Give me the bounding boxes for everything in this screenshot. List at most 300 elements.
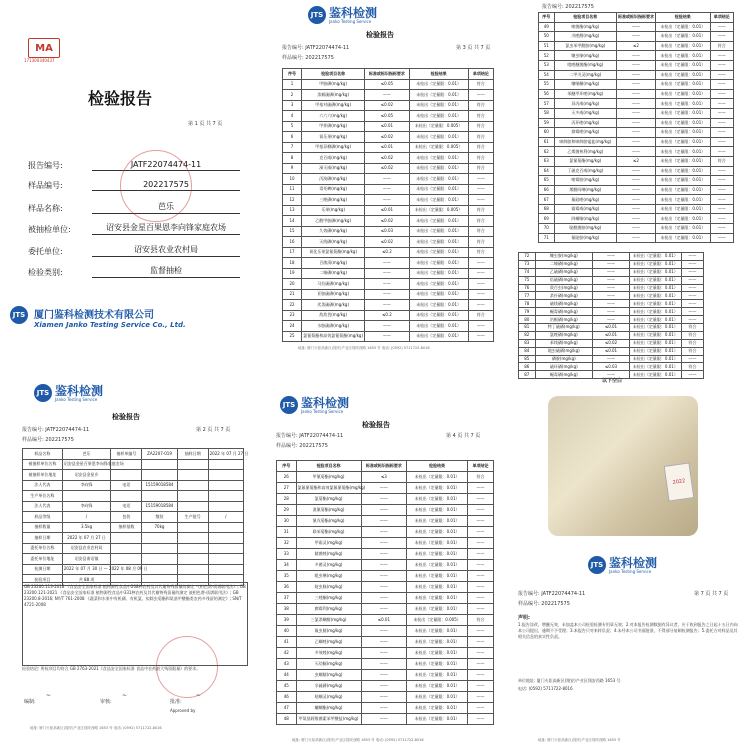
table-cell: 未检出（定量限：0.01） <box>407 549 468 560</box>
table-cell: 三氯杀螨醇(mg/kg) <box>296 615 361 626</box>
table-cell: ≤0.02 <box>365 100 409 111</box>
table-row <box>277 472 494 483</box>
signature-3: ~ <box>196 692 202 699</box>
table-cell: 未检出（定量限：0.005） <box>407 615 468 626</box>
table-cell: 50 <box>539 32 555 42</box>
table-cell: —— <box>467 604 493 615</box>
table-cell: 44 <box>277 670 297 681</box>
table-cell: 10 <box>283 174 302 185</box>
field-value: 202217575 <box>92 180 240 191</box>
table-cell: 符合 <box>468 111 493 122</box>
column-header: 序号 <box>277 461 297 472</box>
table-cell: 28 <box>277 494 297 505</box>
table-cell: 李向锋 <box>62 501 111 512</box>
table-cell: 未检出（定量限：0.01） <box>629 268 681 276</box>
table-header-row <box>277 461 494 472</box>
table-row <box>23 533 244 544</box>
table-cell: 哒螨灵(mg/kg) <box>296 692 361 703</box>
table-cell: —— <box>616 51 655 61</box>
table-cell: 未检出（定量限：0.01） <box>629 324 681 332</box>
table-cell: 76 <box>519 284 536 292</box>
table-cell: —— <box>592 268 629 276</box>
table-cell: 毒死蜱(mg/kg) <box>301 184 364 195</box>
table-row <box>283 258 494 269</box>
table-cell: —— <box>467 494 493 505</box>
statement-text: 1.报告涂改、增删无效，未加盖本公司检验检测专用章无效；2.对本报告检测数据有异议者，应于收到报告之日起十五日内向本公司提出，逾期不予受理；3.本报告只对来样负责；4.未经本公司书面批准，不得部分复制检测报告；5.委托方对样品及其相关信息的真实性负责。 <box>518 622 738 639</box>
table-cell: 80 <box>519 316 536 324</box>
sample-info-table <box>22 448 249 586</box>
table-cell: 未检出（定量限：0.01） <box>655 89 710 99</box>
table-cell: 未检出（定量限：0.005） <box>409 205 468 216</box>
table-cell: 氟硅唑(mg/kg) <box>554 195 616 205</box>
table-cell: 诏安县金星乡 <box>62 470 111 481</box>
table-cell: 抽样单编号 <box>111 449 142 460</box>
table-cell: 吡唑醚菌酯(mg/kg) <box>554 60 616 70</box>
sign-label-approve: 批准: <box>170 699 182 705</box>
table-cell: —— <box>361 483 407 494</box>
table-cell: 甲氰菊酯(mg/kg) <box>296 472 361 483</box>
table-cell: 未检出（定量限：0.01） <box>407 494 468 505</box>
field-value: 诏安县农业农村局 <box>92 244 240 257</box>
table-cell: —— <box>710 214 733 224</box>
table-cell: —— <box>365 90 409 101</box>
table-cell: 符合 <box>468 216 493 227</box>
logo-name: 鉴科检测 <box>609 555 658 570</box>
table-cell: 27 <box>277 483 297 494</box>
blank-note: 以下空白 <box>602 378 623 384</box>
column-header: 标准或标识指标要求 <box>365 69 409 80</box>
table-cell: 六六六(mg/kg) <box>301 111 364 122</box>
table-cell: 未检出（定量限：0.005） <box>409 121 468 132</box>
table-cell: 未检出（定量限：0.01） <box>407 560 468 571</box>
table-cell: —— <box>365 300 409 311</box>
jts-logo-icon: JTS <box>10 306 28 324</box>
table-cell: 61 <box>539 137 555 147</box>
table-cell: 磷胺(mg/kg) <box>535 355 592 363</box>
table-cell: 未检出（定量限：0.01） <box>655 128 710 138</box>
table-cell: 异丙威(mg/kg) <box>554 99 616 109</box>
table-row <box>283 142 494 153</box>
table-cell: —— <box>361 527 407 538</box>
table-row <box>277 648 494 659</box>
table-cell: —— <box>592 292 629 300</box>
table-cell: 苯线磷(mg/kg) <box>535 339 592 347</box>
table-cell <box>208 501 243 512</box>
table-cell: —— <box>681 276 703 284</box>
table-cell: 多效唑(mg/kg) <box>296 648 361 659</box>
table-cell: 噻虫嗪(mg/kg) <box>554 51 616 61</box>
table-cell: 氟虫腈(mg/kg) <box>296 626 361 637</box>
table-row <box>277 494 494 505</box>
logo-name: 鉴科检测 <box>301 395 350 410</box>
table-cell: —— <box>592 371 629 379</box>
table-cell: 符合 <box>468 142 493 153</box>
table-cell: —— <box>361 582 407 593</box>
table-cell: —— <box>710 99 733 109</box>
table-cell: 33 <box>277 549 297 560</box>
table-cell: 未检出（定量限：0.01） <box>409 163 468 174</box>
column-header: 标准或标识指标要求 <box>616 13 655 23</box>
table-cell: —— <box>361 560 407 571</box>
table-row <box>519 308 704 316</box>
table-cell: 未检出（定量限：0.01） <box>629 253 681 261</box>
table-row <box>277 670 494 681</box>
table-cell: 66 <box>539 185 555 195</box>
table-cell: —— <box>592 276 629 284</box>
table-cell: —— <box>616 166 655 176</box>
table-cell: ≤0.2 <box>365 247 409 258</box>
table-cell: ≤0.05 <box>365 79 409 90</box>
table-cell: —— <box>361 703 407 714</box>
column-header: 单项结论 <box>710 13 733 23</box>
table-row <box>519 331 704 339</box>
table-cell: —— <box>467 626 493 637</box>
table-cell: —— <box>467 648 493 659</box>
table-cell: 32 <box>277 538 297 549</box>
table-cell: 42 <box>277 648 297 659</box>
table-cell: 11 <box>283 184 302 195</box>
table-cell: 法人代表 <box>23 501 63 512</box>
table-cell: 氯氰菊酯(mg/kg) <box>554 156 616 166</box>
table-cell: —— <box>616 224 655 234</box>
table-cell: 甲霜灵(mg/kg) <box>296 538 361 549</box>
table-cell: 辛硫磷(mg/kg) <box>296 681 361 692</box>
table-cell: 电话 <box>111 501 142 512</box>
table-cell: —— <box>710 60 733 70</box>
table-row <box>539 41 734 51</box>
table-cell: 未检出（定量限：0.01） <box>407 604 468 615</box>
table-cell: 乐果(mg/kg) <box>301 205 364 216</box>
table-cell: —— <box>468 321 493 332</box>
table-cell: 60 <box>539 128 555 138</box>
table-cell: —— <box>681 284 703 292</box>
table-cell: 符合 <box>468 153 493 164</box>
table-cell: 诏安县金星百果恩李向锋家庭农场 <box>62 459 111 470</box>
table-cell: —— <box>681 292 703 300</box>
table-row <box>277 703 494 714</box>
table-row <box>539 195 734 205</box>
table-row <box>539 118 734 128</box>
table-cell: 敌百虫(mg/kg) <box>535 284 592 292</box>
results-table <box>518 252 704 379</box>
results-table <box>538 12 734 243</box>
sample-number: 样品编号: 202217575 <box>518 601 570 607</box>
table-cell: 未检出（定量限：0.01） <box>409 100 468 111</box>
table-cell: —— <box>710 32 733 42</box>
table-cell: 未检出（定量限：0.01） <box>409 258 468 269</box>
logo-sub: Janko Testing Service <box>301 408 344 414</box>
table-cell: 符合 <box>468 247 493 258</box>
field-inspected-unit <box>28 222 240 235</box>
table-row <box>539 89 734 99</box>
page-number: 第 3 页 共 7 页 <box>456 45 491 51</box>
table-row <box>283 331 494 342</box>
sample-photo-page <box>508 388 750 548</box>
table-cell: 2022 年 07 月 30 日 — 2022 年 08 月 09 日 <box>62 564 111 575</box>
table-row <box>539 137 734 147</box>
table-row <box>539 156 734 166</box>
cover-title: 检验报告 <box>88 89 153 108</box>
table-cell: 未检出（定量限：0.01） <box>655 22 710 32</box>
table-row <box>283 111 494 122</box>
table-cell: ≤0.01 <box>365 142 409 153</box>
jts-logo-icon: JTS <box>308 6 326 24</box>
table-row <box>283 132 494 143</box>
table-cell: 70kg <box>142 522 177 533</box>
logo-name: 鉴科检测 <box>55 383 104 398</box>
column-header: 检验项目名称 <box>554 13 616 23</box>
table-cell: —— <box>467 637 493 648</box>
table-row <box>519 324 704 332</box>
table-cell: 氟啶胺(mg/kg) <box>554 233 616 243</box>
table-cell: —— <box>710 185 733 195</box>
table-row <box>277 604 494 615</box>
table-cell: 符合 <box>467 615 493 626</box>
table-cell: 23 <box>283 310 302 321</box>
table-cell <box>142 459 177 470</box>
table-cell: 未检出（定量限：0.01） <box>407 648 468 659</box>
table-cell <box>111 491 142 502</box>
header-logo <box>308 6 377 24</box>
results-table <box>276 460 494 725</box>
company-seal <box>120 150 192 222</box>
report-cover-page <box>0 0 262 376</box>
table-cell: 47 <box>277 703 297 714</box>
table-cell <box>177 480 208 491</box>
table-cell: 未检出（定量限：0.01） <box>407 670 468 681</box>
table-cell: —— <box>710 147 733 157</box>
table-cell: 77 <box>519 292 536 300</box>
table-cell: —— <box>681 268 703 276</box>
table-cell: —— <box>468 289 493 300</box>
table-cell: —— <box>592 355 629 363</box>
table-cell: 符合 <box>468 100 493 111</box>
cma-logo: MA <box>28 38 60 58</box>
table-cell: 甲拌磷(mg/kg) <box>301 121 364 132</box>
table-cell: —— <box>592 253 629 261</box>
table-cell: ≤0.01 <box>592 347 629 355</box>
table-cell: 符合 <box>468 163 493 174</box>
table-cell: —— <box>361 604 407 615</box>
table-cell <box>208 533 243 544</box>
table-cell: 未检出（定量限：0.01） <box>655 108 710 118</box>
table-cell: ≤0.2 <box>365 310 409 321</box>
statement-title: 声明: <box>518 615 530 621</box>
table-cell: 73 <box>519 260 536 268</box>
table-cell: —— <box>681 260 703 268</box>
table-cell: —— <box>592 300 629 308</box>
table-row <box>283 268 494 279</box>
results-table <box>282 68 494 342</box>
table-row <box>539 214 734 224</box>
table-row <box>539 224 734 234</box>
report-number: 报告编号: 202217575 <box>542 4 594 10</box>
page-number: 第 2 页 共 7 页 <box>196 427 231 433</box>
table-cell <box>208 459 243 470</box>
table-cell: —— <box>361 692 407 703</box>
sample-tag: 2022 <box>664 462 695 501</box>
page-title: 检验报告 <box>112 413 140 421</box>
table-cell <box>177 554 208 565</box>
table-cell: 未检出（定量限：0.01） <box>629 284 681 292</box>
table-row <box>23 512 244 523</box>
page-footer: 地址: 厦门火炬高新区(翔安)产业区翔安西路 1653 号 电话: (0592) 5711722-8016 <box>292 738 424 742</box>
table-cell: 氯虫苯甲酰胺(mg/kg) <box>554 41 616 51</box>
table-cell: 被抽样单位名称 <box>23 459 63 470</box>
table-cell: 生产批号 <box>177 512 208 523</box>
table-cell: 腐霉利(mg/kg) <box>296 604 361 615</box>
table-cell <box>208 522 243 533</box>
table-cell: 未检出（定量限：0.01） <box>629 339 681 347</box>
table-cell: 未检出（定量限：0.01） <box>409 300 468 311</box>
table-cell: —— <box>361 648 407 659</box>
table-cell: 59 <box>539 118 555 128</box>
table-cell: 未检出（定量限：0.01） <box>407 637 468 648</box>
table-row <box>539 204 734 214</box>
table-cell: 未检出（定量限：0.01） <box>409 226 468 237</box>
table-cell: —— <box>468 90 493 101</box>
table-cell: —— <box>616 128 655 138</box>
table-cell: 未检出（定量限：0.01） <box>409 289 468 300</box>
table-cell: 苯醚甲环唑(mg/kg) <box>554 89 616 99</box>
table-cell: 67 <box>539 195 555 205</box>
report-number: 报告编号: JATF22074474-11 <box>282 45 350 51</box>
table-cell: 乙硫磷(mg/kg) <box>535 268 592 276</box>
table-cell: 57 <box>539 99 555 109</box>
page-title: 检验报告 <box>366 31 394 39</box>
table-cell: 1 <box>283 79 302 90</box>
table-cell: —— <box>616 195 655 205</box>
table-cell: —— <box>468 184 493 195</box>
table-cell: 34 <box>277 560 297 571</box>
table-row <box>277 626 494 637</box>
table-cell: 地虫硫磷(mg/kg) <box>535 347 592 355</box>
table-row <box>23 470 244 481</box>
table-cell: 63 <box>539 156 555 166</box>
table-cell: —— <box>710 166 733 176</box>
table-cell: —— <box>592 284 629 292</box>
table-cell: 噻嗪酮(mg/kg) <box>554 80 616 90</box>
table-cell: 霜霉威(mg/kg) <box>554 204 616 214</box>
column-header: 检验结果 <box>655 13 710 23</box>
table-cell: 未检出（定量限：0.01） <box>409 331 468 342</box>
table-cell: 未检出（定量限：0.01） <box>409 310 468 321</box>
table-cell: —— <box>467 516 493 527</box>
table-cell: 79 <box>519 308 536 316</box>
table-cell: 乙酰甲胺磷(mg/kg) <box>301 216 364 227</box>
table-cell: 散装 <box>142 512 177 523</box>
table-cell: 虫螨腈(mg/kg) <box>296 670 361 681</box>
test-standards: GB 23200.113-2018 《食品安全国家标准 植物源性食品中208种农药及其代谢物残留量的测定 气相色谱-质谱联用法》; GB 23200.121-2021 《食品安全国家标准 植物源性食品中331种农药及其代谢物残留量的测定 液相色谱-质谱联用法》; GB 23200.8-2016; NY/T 761-2008 《蔬菜和水果中有机磷、有机氯、拟除虫菊酯和氨基甲酸酯类农药多残留的测定》; SN/T 4721-2008 <box>22 582 248 666</box>
table-cell: 多菌灵(mg/kg) <box>296 560 361 571</box>
table-cell: 54 <box>539 70 555 80</box>
table-cell: 啶酰菌胺(mg/kg) <box>554 224 616 234</box>
table-cell: —— <box>681 371 703 379</box>
table-cell: 未检出（定量限：0.01） <box>655 233 710 243</box>
table-cell <box>208 543 243 554</box>
table-row <box>519 363 704 371</box>
table-cell: 未检出（定量限：0.01） <box>655 51 710 61</box>
table-cell: 未检出（定量限：0.01） <box>655 214 710 224</box>
table-cell: 68 <box>539 204 555 214</box>
table-row <box>283 79 494 90</box>
table-cell: 未检出（定量限：0.01） <box>407 527 468 538</box>
phone: 电话: (0592) 5711722-8016 <box>518 686 573 691</box>
table-cell: —— <box>616 80 655 90</box>
table-row <box>539 99 734 109</box>
page-footer: 地址: 厦门火炬高新区(翔安)产业区翔安西路 1653 号 电话: (0592) 5711722-8016 <box>30 726 162 730</box>
table-cell: —— <box>616 185 655 195</box>
table-row <box>519 260 704 268</box>
header-logo <box>34 384 103 402</box>
table-cell: ≤0.02 <box>365 132 409 143</box>
table-cell: 未检出（定量限：0.01） <box>409 111 468 122</box>
table-cell: ≤0.05 <box>365 111 409 122</box>
table-row <box>277 538 494 549</box>
table-cell: 15159018584 <box>142 501 177 512</box>
table-cell: 84 <box>519 347 536 355</box>
table-cell: 伏杀硫磷(mg/kg) <box>301 300 364 311</box>
table-cell: 40 <box>277 626 297 637</box>
table-cell: —— <box>616 70 655 80</box>
table-cell: ≤0.02 <box>365 216 409 227</box>
table-cell: 甲氨基阿维菌素苯甲酸盐(mg/kg) <box>296 714 361 725</box>
company-name-cn: 厦门鉴科检测技术有限公司 <box>34 310 154 321</box>
table-row <box>539 147 734 157</box>
table-row <box>277 527 494 538</box>
table-cell: 吡虫啉(mg/kg) <box>296 571 361 582</box>
table-cell: —— <box>467 692 493 703</box>
table-cell: 17 <box>283 247 302 258</box>
table-cell: 8 <box>283 153 302 164</box>
table-cell: 15 <box>283 226 302 237</box>
table-cell: 6 <box>283 132 302 143</box>
field-value: JATF22074474-11 <box>92 160 240 171</box>
table-cell: —— <box>361 681 407 692</box>
page-number: 第 7 页 共 7 页 <box>694 591 729 597</box>
table-cell: 18 <box>283 258 302 269</box>
table-cell: 2022 年 07 月 27 日 <box>208 449 243 460</box>
table-cell: —— <box>592 260 629 268</box>
table-row <box>283 205 494 216</box>
table-cell: —— <box>710 22 733 32</box>
table-cell: 符合 <box>468 132 493 143</box>
table-cell: ≤0.01 <box>592 324 629 332</box>
table-row <box>277 582 494 593</box>
table-cell: 符合 <box>681 347 703 355</box>
table-cell: 蝇毒磷(mg/kg) <box>535 308 592 316</box>
table-cell: —— <box>467 659 493 670</box>
table-row <box>283 247 494 258</box>
column-header: 单项结论 <box>467 461 493 472</box>
table-cell: —— <box>592 316 629 324</box>
table-header-row <box>539 13 734 23</box>
table-cell: 未检出（定量限：0.01） <box>629 276 681 284</box>
table-cell <box>208 470 243 481</box>
table-cell: 样品等级 <box>23 512 63 523</box>
table-cell: —— <box>468 258 493 269</box>
table-cell: 丙溴磷(mg/kg) <box>301 174 364 185</box>
table-row <box>283 121 494 132</box>
table-cell: —— <box>616 60 655 70</box>
table-row <box>539 233 734 243</box>
table-cell <box>177 470 208 481</box>
table-cell: 抽样基数 <box>111 522 142 533</box>
table-cell: 37 <box>277 593 297 604</box>
table-cell: —— <box>710 204 733 214</box>
table-cell: 38 <box>277 604 297 615</box>
table-row <box>283 163 494 174</box>
